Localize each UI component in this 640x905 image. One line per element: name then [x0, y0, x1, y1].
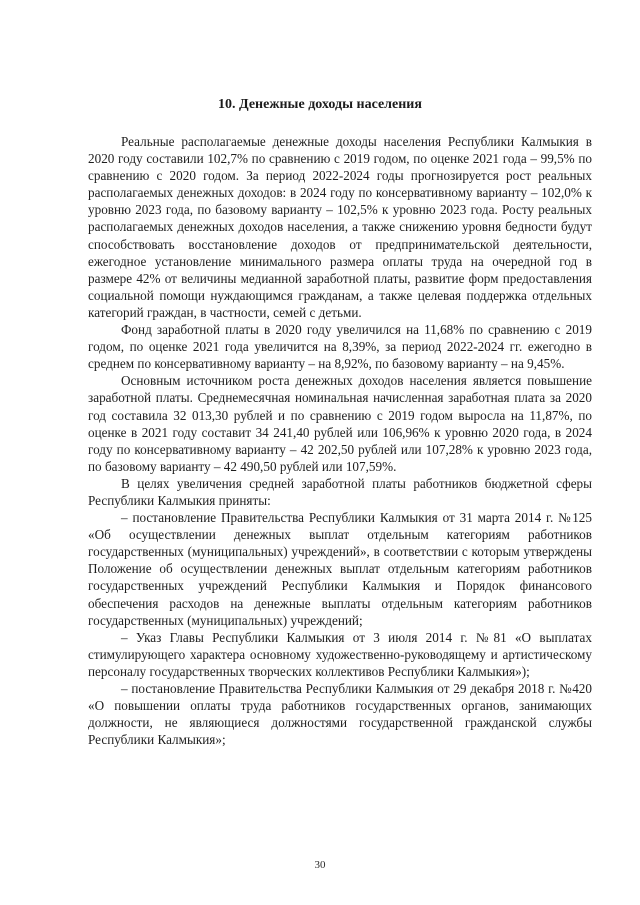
document-body — [88, 133, 592, 748]
section-title: 10. Денежные доходы населения — [218, 97, 422, 112]
list-item-decree-81: – Указ Главы Республики Калмыкия от 3 июля 2014 г. №81 «О выплатах стимулирующего характера основному художественно-руководящему и артистическому персоналу государственных творческих коллективов Республики Калмыкия»); — [88, 629, 592, 679]
page-number: 30 — [314, 859, 326, 871]
paragraph-real-incomes: Реальные располагаемые денежные доходы населения Республики Калмыкия в 2020 году составили 102,7% по сравнению с 2019 годом, по оценке 2021 года – 99,5% по сравнению с 2020 годом. За период 2022-2024 годы прогнозируется рост реальных располагаемых денежных доходов: в 2024 году по консервативному варианту – 102,0% к уровню 2023 года, по базовому варианту – 102,5% к уровню 2023 года. Росту реальных располагаемых денежных доходов населения, а также снижению уровня бедности будут способствовать восстановление доходов от предпринимательской деятельности, ежегодное установление минимального размера оплаты труда на очередной год в размере 42% от величины медианной заработной платы, развитие форм предоставления социальной помощи нуждающимся гражданам, а также целевая поддержка отдельных категорий граждан, в частности, семей с детьми. — [88, 134, 592, 320]
paragraph-average-wage: Основным источником роста денежных доходов населения является повышение заработной платы. Среднемесячная номинальная начисленная заработная плата за 2020 год составила 32 013,30 рублей и по сравнению с 2019 годом выросла на 11,87%, по оценке в 2021 году составит 34 241,40 рублей или 106,96% к уровню 2020 года, в 2024 году по консервативному варианту – 42 202,50 рублей или 107,28% к уровню 2023 года, по базовому варианту – 42 490,50 рублей или 107,59%. — [88, 373, 592, 474]
list-item-resolution-125: – постановление Правительства Республики Калмыкия от 31 марта 2014 г. №125 «Об осуществлении денежных выплат отдельным категориям работников государственных (муниципальных) учреждений», в соответствии с которым утверждены Положение об осуществлении денежных выплат отдельным категориям работников государственных учреждений Республики Калмыкия и Порядок финансового обеспечения расходов на денежные выплаты отдельным категориям работников государственных (муниципальных) учреждений; — [88, 510, 592, 628]
paragraph-measures-intro: В целях увеличения средней заработной платы работников бюджетной сферы Республики Калмыкия приняты: — [88, 475, 592, 508]
paragraph-wage-fund: Фонд заработной платы в 2020 году увеличился на 11,68% по сравнению с 2019 годом, по оценке 2021 года увеличится на 8,39%, за период 2022-2024 гг. ежегодно в среднем по консервативному варианту – на 8,92%, по базовому варианту – на 9,45%. — [88, 322, 592, 372]
list-item-resolution-420: – постановление Правительства Республики Калмыкия от 29 декабря 2018 г. №420 «О повышении оплаты труда работников государственных органов, занимающих должности, не являющиеся должностями государственной гражданской службы Республики Калмыкия»; — [88, 681, 592, 748]
